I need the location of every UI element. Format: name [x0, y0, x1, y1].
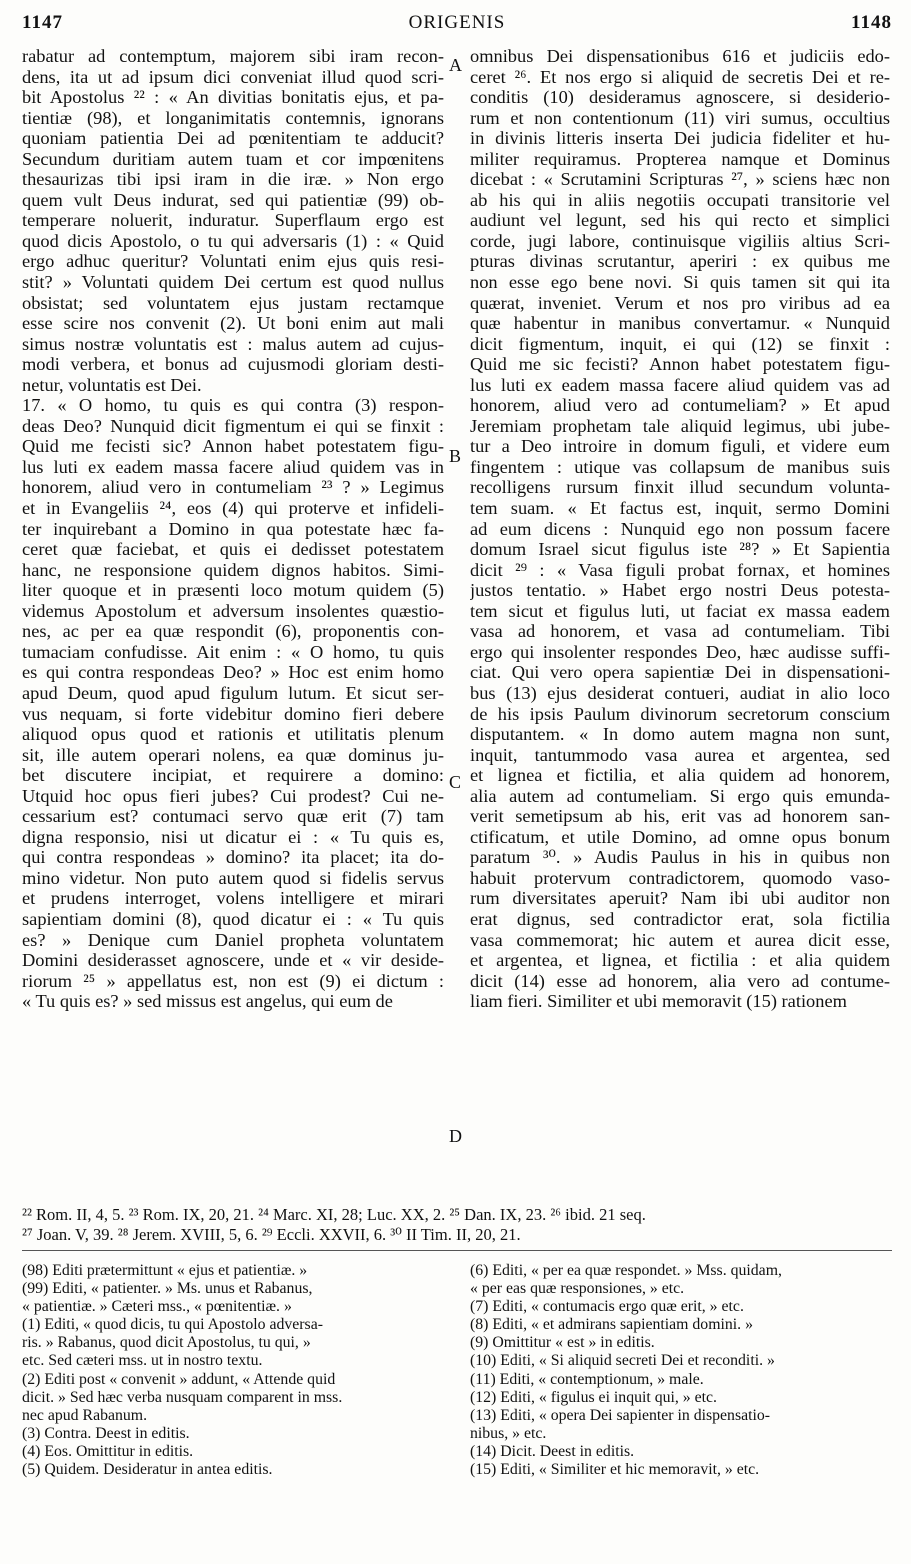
- scripture-reference-line: ²² Rom. II, 4, 5. ²³ Rom. IX, 20, 21. ²⁴ Marc. XI, 28; Luc. XX, 2. ²⁵ Dan. IX, 23. ²⁶ ibid. 21 seq.: [22, 1205, 646, 1224]
- footnote-line: (99) Editi, « patienter. » Ms. unus et Rabanus,: [22, 1280, 313, 1298]
- margin-letter-a: A: [449, 55, 462, 75]
- text-line: honorem, aliud vero in contumeliam ²³ ? » Legimus: [22, 477, 444, 498]
- text-line: ergo qui insolenter respondes Deo, hæc audisse suffi-: [470, 641, 890, 662]
- footnotes-left: [22, 1262, 450, 1479]
- left-column: [22, 46, 444, 1012]
- text-line: Quid me sic fecisti? Annon habet potestatem figu-: [470, 354, 890, 375]
- text-line: sit, ille autem operari nolens, ea quæ dominus ju-: [22, 744, 444, 765]
- text-line: quoniam patientia Dei ad pœnitentiam te adducit?: [22, 128, 444, 149]
- text-line: Jeremiam prophetam tale aliquid legimus, ubi jube-: [470, 415, 890, 436]
- text-line: netur, voluntatis est Dei.: [22, 374, 202, 395]
- text-line: obsistat; sed voluntatem ejus justam rectamque: [22, 292, 444, 313]
- footnote-line: (13) Editi, « opera Dei sapienter in dispensatio-: [470, 1406, 771, 1424]
- text-line: vus nequam, si forte videbitur domino fieri debere: [22, 703, 444, 724]
- text-line: et lignea et fictilia, et alia quidem ad honorem,: [470, 765, 890, 786]
- text-line: quod dicis Apostolo, o tu qui adversaris (1) : « Quid: [22, 230, 444, 251]
- footnote-line: (9) Omittitur « est » in editis.: [470, 1334, 655, 1352]
- footnote-line: nec apud Rabanum.: [22, 1406, 148, 1424]
- text-line: aliquod opus quod et rationis et utilitatis plenum: [22, 724, 444, 745]
- footnote-line: (5) Quidem. Desideratur in antea editis.: [22, 1461, 273, 1479]
- text-line: videmus Apostolum et adversum insolentes quæstio-: [22, 600, 444, 621]
- text-line: Quid me fecisti sic? Annon habet potestatem figu-: [22, 436, 444, 457]
- footnote-line: etc. Sed cæteri mss. ut in nostro textu.: [22, 1352, 263, 1370]
- footnote-line: (4) Eos. Omittitur in editis.: [22, 1442, 194, 1460]
- text-line: ad eum dicens : Nunquid ego non possum facere: [470, 518, 890, 539]
- footnote-line: (12) Editi, « figulus ei inquit qui, » etc.: [470, 1388, 718, 1406]
- text-line: non esse ego bene novi. Si quis tamen sit qui ita: [470, 272, 890, 293]
- text-line: rum diversitates aperuit? Nam ibi ubi auditor non: [470, 888, 890, 909]
- page-header: [22, 12, 892, 42]
- text-line: disputantem. « In domo autem magna non sunt,: [470, 724, 890, 745]
- footnote-line: « patientiæ. » Cæteri mss., « pœnitentiæ. »: [22, 1298, 292, 1316]
- scripture-references: [22, 1205, 892, 1245]
- right-column: [470, 46, 890, 1012]
- text-line: tem sicut et figulus luti, ut faciat ex massa eadem: [470, 600, 890, 621]
- text-line: ceret quæ faciebat, et quis ei dedisset potestatem: [22, 539, 444, 560]
- text-line: et in Evangeliis ²⁴, eos (4) qui proterve et infideli-: [22, 498, 444, 519]
- text-line: honorem, aliud vero ad contumeliam? » Et apud: [470, 395, 890, 416]
- text-line: paratum ³⁰. » Audis Paulus in his in quibus non: [470, 847, 890, 868]
- text-line: ergo adhuc queritur? Voluntati enim ejus quis resi-: [22, 251, 444, 272]
- footnote-line: (6) Editi, « per ea quæ respondet. » Mss. quidam,: [470, 1262, 782, 1279]
- text-line: tur a Deo introire in domum figuli, et videre eum: [470, 436, 890, 457]
- text-line: dicebat : « Scrutamini Scripturas ²⁷, » sciens hæc non: [470, 169, 890, 190]
- text-line: quæ habentur in manibus convertamur. « Nunquid: [470, 313, 890, 334]
- text-line: erat dignus, sed contradictor erat, sola fictilia: [470, 908, 890, 929]
- text-line: et prudens interroget, volens intelligere et mirari: [22, 888, 444, 909]
- text-line: dicit (14) esse ad honorem, alia vero ad contume-: [470, 970, 890, 991]
- page-number-left: 1147: [22, 12, 63, 33]
- text-line: dens, ita ut ad ipsum dici conveniat illud quod scri-: [22, 66, 444, 87]
- text-line: esse scire nos convenit (2). Ut boni enim aut mali: [22, 313, 444, 334]
- footnote-line: (10) Editi, « Si aliquid secreti Dei et reconditi. »: [470, 1352, 775, 1370]
- text-line: nes, ac per ea quæ respondit (6), proponentis con-: [22, 621, 444, 642]
- text-line: lus luti ex eadem massa facere aliud quidem vas in: [22, 456, 444, 477]
- text-line: riorum ²⁵ » appellatus est, non est (9) ei dictum :: [22, 970, 444, 991]
- text-line: habuit protervum contradictorem, quomodo vaso-: [470, 867, 890, 888]
- margin-letter-d: D: [449, 1126, 462, 1146]
- footnote-line: ris. » Rabanus, quod dicit Apostolus, tu qui, »: [22, 1334, 311, 1352]
- text-line: es qui contra respondeas Deo? » Hoc est enim homo: [22, 662, 444, 683]
- text-line: ceret ²⁶. Et nos ergo si aliquid de secretis Dei et re-: [470, 66, 890, 87]
- footnote-line: « per eas quæ responsiones, » etc.: [470, 1280, 685, 1298]
- text-line: verit semetipsum ab his, erit vas ad honorem san-: [470, 806, 890, 827]
- text-line: 17. « O homo, tu quis es qui contra (3) respon-: [22, 395, 444, 416]
- text-line: apud Deum, quod apud figulum lutum. Et sicut ser-: [22, 682, 444, 703]
- footnote-line: (14) Dicit. Deest in editis.: [470, 1442, 635, 1460]
- page-number-right: 1148: [851, 12, 892, 33]
- text-line: rabatur ad contemptum, majorem sibi iram recon-: [22, 46, 444, 66]
- footnote-line: (98) Editi prætermittunt « ejus et patientiæ. »: [22, 1262, 308, 1279]
- text-line: ab his qui in aliis negotiis occupati transitorie vel: [470, 189, 890, 210]
- footnote-line: (15) Editi, « Similiter et hic memoravit, » etc.: [470, 1461, 760, 1479]
- text-line: liam fieri. Similiter et ubi memoravit (15) rationem: [470, 991, 847, 1012]
- text-line: thesaurizas tibi ipsi iram in die iræ. » Non ergo: [22, 169, 444, 190]
- text-line: pturas divinas scrutantur, aperiri : ex quibus me: [470, 251, 890, 272]
- text-line: militer requiramus. Propterea namque et Dominus: [470, 148, 890, 169]
- text-line: cessarium est? contumaci servo quæ erit (7) tam: [22, 806, 444, 827]
- text-line: temperare noluerit, induratur. Superflaum ergo est: [22, 210, 444, 231]
- text-line: ctificatum, et utile Domino, ad omne opus bonum: [470, 826, 890, 847]
- text-line: bit Apostolus ²² : « An divitias bonitatis ejus, et pa-: [22, 87, 444, 108]
- text-line: alia autem ad contumeliam. Si ergo quis emunda-: [470, 785, 890, 806]
- text-line: justos tentatio. » Habet ergo nostri Deus potesta-: [470, 580, 890, 601]
- footnotes-right: [470, 1262, 890, 1479]
- margin-letter-b: B: [449, 446, 462, 466]
- text-line: recolligens rursum finxit illud secundum volunta-: [470, 477, 890, 498]
- footnote-line: (11) Editi, « contemptionum, » male.: [470, 1370, 704, 1388]
- text-line: stit? » Voluntati quidem Dei certum est quod nullus: [22, 272, 444, 293]
- text-line: qui contra respondeas » domino? ita placet; ita do-: [22, 847, 444, 868]
- footnote-line: nibus, » etc.: [470, 1424, 547, 1442]
- footnote-line: dicit. » Sed hæc verba nusquam comparent in mss.: [22, 1388, 343, 1406]
- text-line: audiunt vel legunt, sed his qui recto et simplici: [470, 210, 890, 231]
- text-line: de his ipsis Paulum divinorum secretorum conscium: [470, 703, 890, 724]
- footnote-line: (7) Editi, « contumacis ergo quæ erit, » etc.: [470, 1298, 744, 1316]
- text-line: hanc, ne responsione quidem dignos habitos. Simi-: [22, 559, 444, 580]
- text-line: mino videtur. Non puto autem quod si fidelis servus: [22, 867, 444, 888]
- text-line: es? » Denique cum Daniel propheta voluntatem: [22, 929, 444, 950]
- text-line: lus luti ex eadem massa facere aliud quidem vas ad: [470, 374, 890, 395]
- text-line: corde, jugi labore, continuisque vigiliis altius Scri-: [470, 230, 890, 251]
- text-line: Domini desiderasset agnoscere, unde et « vir deside-: [22, 950, 444, 971]
- footnote-line: (8) Editi, « et admirans sapientiam domini. »: [470, 1316, 753, 1334]
- text-line: vasa ad honorem, et vasa ad contumeliam. Tibi: [470, 621, 890, 642]
- text-line: dicit figmentum, inquit, ei qui (12) se finxit :: [470, 333, 890, 354]
- text-line: dicit ²⁹ : « Vasa figuli probat fornax, et homines: [470, 559, 890, 580]
- text-line: Secundum duritiam autem tuam et cor impœnitens: [22, 148, 444, 169]
- footnote-line: (3) Contra. Deest in editis.: [22, 1424, 190, 1442]
- text-line: tem suam. « Et factus est, inquit, sermo Domini: [470, 498, 890, 519]
- text-line: ter inquirebant a Domino in qua potestate hæc fa-: [22, 518, 444, 539]
- text-line: conditis (10) desideramus agnoscere, si desiderio-: [470, 87, 890, 108]
- text-line: sapientiam domini (8), quod dicatur ei : « Tu quis: [22, 908, 444, 929]
- scripture-reference-line: ²⁷ Joan. V, 39. ²⁸ Jerem. XVIII, 5, 6. ²⁹ Eccli. XXVII, 6. ³⁰ II Tim. II, 20, 21.: [22, 1225, 521, 1244]
- text-line: inquit, tantummodo vasa aurea et argentea, sed: [470, 744, 890, 765]
- text-line: bet discutere incipiat, et requirere a domino:: [22, 765, 444, 786]
- text-line: simus nostræ voluntatis est : malus autem ad cujus-: [22, 333, 444, 354]
- text-line: fingentem : utique vas collapsum de manibus suis: [470, 456, 890, 477]
- text-line: « Tu quis es? » sed missus est angelus, qui eum de: [22, 991, 393, 1012]
- text-line: Utquid hoc opus fieri jubes? Cui prodest? Cui ne-: [22, 785, 444, 806]
- text-line: quem vult Deus indurat, sed qui patientiæ (99) ob-: [22, 189, 444, 210]
- text-line: tientiæ (98), et longanimitatis contemnis, ignorans: [22, 107, 444, 128]
- text-line: rum et non contentionum (11) viri sumus, occultius: [470, 107, 890, 128]
- text-line: vasa commemorat; hic autem et aurea dicit esse,: [470, 929, 890, 950]
- text-line: omnibus Dei dispensationibus 616 et judiciis edo-: [470, 46, 890, 66]
- text-line: liter quoque et in præsenti loco motum quidem (5): [22, 580, 444, 601]
- footnote-line: (1) Editi, « quod dicis, tu qui Apostolo adversa-: [22, 1316, 323, 1334]
- text-line: modi verbera, et bonus ad cujusmodi gloriam desti-: [22, 354, 444, 375]
- text-line: deas Deo? Nunquid dicit figmentum ei qui se finxit :: [22, 415, 444, 436]
- running-head: ORIGENIS: [408, 12, 506, 33]
- text-line: quærat, inveniet. Verum et nos pro viribus ad ea: [470, 292, 890, 313]
- footnote-divider: [22, 1250, 892, 1251]
- text-line: domum Israel sicut figulus iste ²⁸? » Et Sapientia: [470, 539, 890, 560]
- text-line: tumaciam confudisse. Ait enim : « O homo, tu quis: [22, 641, 444, 662]
- text-line: ciat. Qui vero opera sapientiæ Dei in dispensationi-: [470, 662, 890, 683]
- text-line: digna responsio, nisi ut dicatur ei : « Tu quis es,: [22, 826, 444, 847]
- margin-letter-c: C: [449, 772, 462, 792]
- text-line: et argentea, et lignea, et fictilia : et alia quidem: [470, 950, 890, 971]
- text-line: bus (13) ejus desiderat contueri, audiat in alio loco: [470, 682, 890, 703]
- footnote-line: (2) Editi post « convenit » addunt, « Attende quid: [22, 1370, 336, 1388]
- text-line: in divinis litteris inserta Dei judicia fideliter et hu-: [470, 128, 890, 149]
